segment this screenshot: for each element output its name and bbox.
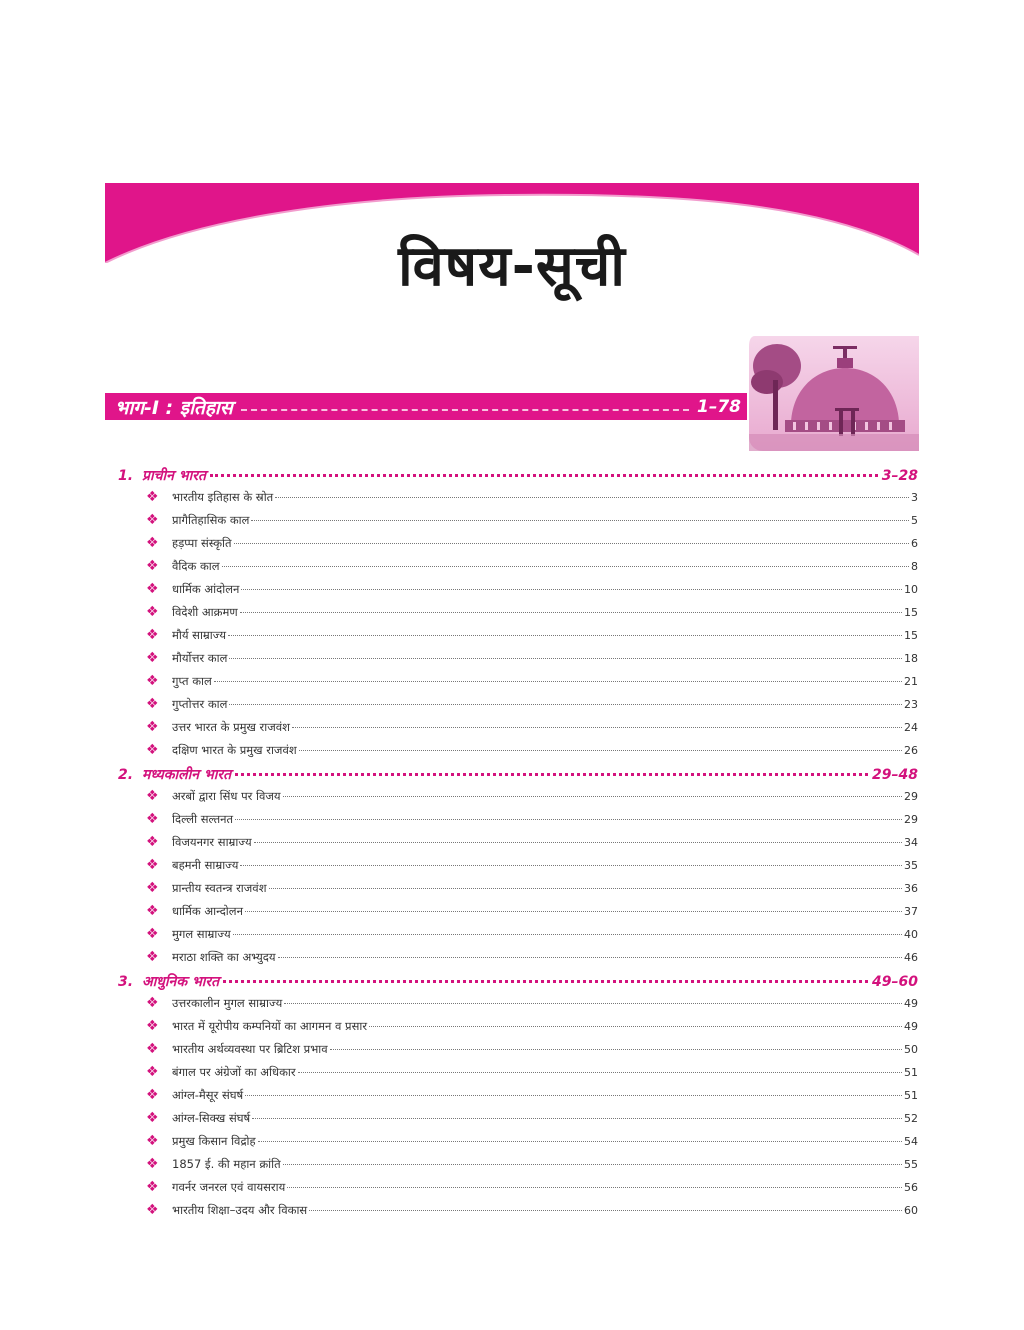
toc-entry-page: 8 <box>911 560 918 573</box>
chapter-number: 1. <box>118 468 134 484</box>
toc-leader-dots <box>240 865 902 866</box>
diamond-bullet-icon: ❖ <box>146 1179 159 1195</box>
toc-entry-page: 26 <box>904 744 918 757</box>
toc-leader-dots <box>369 1026 902 1027</box>
diamond-bullet-icon: ❖ <box>146 857 159 873</box>
toc-entry-title: धार्मिक आंदोलन <box>172 582 240 596</box>
toc-entry-title: मराठा शक्ति का अभ्युदय <box>172 950 276 964</box>
toc-entry-page: 34 <box>904 836 918 849</box>
diamond-bullet-icon: ❖ <box>146 535 159 551</box>
toc-entry-page: 21 <box>904 675 918 688</box>
toc-entry[interactable] <box>118 1202 918 1225</box>
diamond-bullet-icon: ❖ <box>146 1133 159 1149</box>
toc-leader-dots <box>229 658 902 659</box>
toc-leader-dots <box>222 566 909 567</box>
toc-entry[interactable] <box>118 1087 918 1110</box>
toc-entry[interactable] <box>118 834 918 857</box>
toc-entry-title: 1857 ई. की महान क्रांति <box>172 1157 281 1171</box>
toc-leader-dots <box>283 796 902 797</box>
toc-entry[interactable] <box>118 1018 918 1041</box>
diamond-bullet-icon: ❖ <box>146 1087 159 1103</box>
toc-entry-page: 55 <box>904 1158 918 1171</box>
diamond-bullet-icon: ❖ <box>146 903 159 919</box>
toc-entry[interactable] <box>118 949 918 972</box>
toc-entry[interactable] <box>118 1110 918 1133</box>
diamond-bullet-icon: ❖ <box>146 1202 159 1218</box>
toc-entry-title: विजयनगर साम्राज्य <box>172 835 252 849</box>
toc-leader-dots <box>287 1187 902 1188</box>
toc-entry-title: मौर्य साम्राज्य <box>172 628 227 642</box>
diamond-bullet-icon: ❖ <box>146 489 159 505</box>
toc-entry[interactable] <box>118 696 918 719</box>
toc-entry-title: गवर्नर जनरल एवं वायसराय <box>172 1180 286 1194</box>
table-of-contents <box>118 466 918 1225</box>
part-page-range: 1–78 <box>697 396 741 417</box>
toc-entry-page: 46 <box>904 951 918 964</box>
toc-entry-page: 23 <box>904 698 918 711</box>
chapter-leader-dots <box>210 474 878 477</box>
diamond-bullet-icon: ❖ <box>146 1156 159 1172</box>
toc-entry[interactable] <box>118 581 918 604</box>
toc-entry-page: 49 <box>904 1020 918 1033</box>
toc-entry[interactable] <box>118 1064 918 1087</box>
toc-leader-dots <box>214 681 902 682</box>
toc-entry-page: 3 <box>911 491 918 504</box>
toc-leader-dots <box>275 497 909 498</box>
toc-entry-title: बहमनी साम्राज्य <box>172 858 239 872</box>
toc-entry-title: विदेशी आक्रमण <box>172 605 238 619</box>
stupa-image <box>749 336 919 451</box>
toc-entry-page: 24 <box>904 721 918 734</box>
toc-entry[interactable] <box>118 857 918 880</box>
toc-leader-dots <box>292 727 902 728</box>
toc-entry-title: वैदिक काल <box>172 559 220 573</box>
toc-entry-title: उत्तर भारत के प्रमुख राजवंश <box>172 720 290 734</box>
toc-entry-title: भारत में यूरोपीय कम्पनियों का आगमन व प्रसार <box>172 1019 368 1033</box>
toc-leader-dots <box>245 1095 902 1096</box>
toc-entry-page: 15 <box>904 606 918 619</box>
toc-entry-title: अरबों द्वारा सिंध पर विजय <box>172 789 281 803</box>
diamond-bullet-icon: ❖ <box>146 696 159 712</box>
toc-leader-dots <box>245 911 902 912</box>
diamond-bullet-icon: ❖ <box>146 926 159 942</box>
toc-leader-dots <box>251 520 909 521</box>
toc-entry-title: भारतीय शिक्षा–उदय और विकास <box>172 1203 308 1217</box>
toc-leader-dots <box>252 1118 902 1119</box>
toc-leader-dots <box>283 1164 902 1165</box>
toc-entry-title: गुप्त काल <box>172 674 212 688</box>
toc-entry-page: 36 <box>904 882 918 895</box>
part-leader-dots <box>241 409 689 411</box>
toc-leader-dots <box>278 957 902 958</box>
diamond-bullet-icon: ❖ <box>146 719 159 735</box>
toc-entry-title: मुगल साम्राज्य <box>172 927 231 941</box>
chapter-number: 2. <box>118 767 134 783</box>
chapter-title: प्राचीन भारत <box>142 468 206 484</box>
diamond-bullet-icon: ❖ <box>146 1018 159 1034</box>
diamond-bullet-icon: ❖ <box>146 1041 159 1057</box>
toc-entry[interactable] <box>118 489 918 512</box>
toc-entry-title: दक्षिण भारत के प्रमुख राजवंश <box>172 743 297 757</box>
diamond-bullet-icon: ❖ <box>146 1064 159 1080</box>
page-title: विषय-सूची <box>398 234 626 299</box>
toc-entry-title: धार्मिक आन्दोलन <box>172 904 243 918</box>
diamond-bullet-icon: ❖ <box>146 558 159 574</box>
diamond-bullet-icon: ❖ <box>146 512 159 528</box>
toc-entry[interactable] <box>118 719 918 742</box>
toc-entry[interactable] <box>118 742 918 765</box>
toc-entry-page: 6 <box>911 537 918 550</box>
toc-entry-page: 56 <box>904 1181 918 1194</box>
diamond-bullet-icon: ❖ <box>146 834 159 850</box>
toc-entry-title: हड़प्पा संस्कृति <box>172 536 232 550</box>
toc-entry[interactable] <box>118 627 918 650</box>
toc-entry-page: 18 <box>904 652 918 665</box>
part-title: भाग-I : इतिहास <box>115 396 233 419</box>
toc-entry-title: बंगाल पर अंग्रेजों का अधिकार <box>172 1065 296 1079</box>
toc-leader-dots <box>241 589 902 590</box>
diamond-bullet-icon: ❖ <box>146 650 159 666</box>
toc-entry-page: 35 <box>904 859 918 872</box>
toc-leader-dots <box>299 750 902 751</box>
chapter-page-range: 29–48 <box>872 767 918 783</box>
toc-entry-title: आंग्ल-सिक्ख संघर्ष <box>172 1111 251 1125</box>
toc-entry-page: 51 <box>904 1089 918 1102</box>
chapter-heading[interactable] <box>118 466 918 489</box>
toc-leader-dots <box>254 842 902 843</box>
chapter-page-range: 3–28 <box>881 468 918 484</box>
toc-leader-dots <box>240 612 902 613</box>
diamond-bullet-icon: ❖ <box>146 581 159 597</box>
toc-entry[interactable] <box>118 1179 918 1202</box>
toc-leader-dots <box>284 1003 902 1004</box>
chapter-title: आधुनिक भारत <box>142 974 220 990</box>
toc-entry-page: 60 <box>904 1204 918 1217</box>
diamond-bullet-icon: ❖ <box>146 604 159 620</box>
diamond-bullet-icon: ❖ <box>146 742 159 758</box>
chapter-page-range: 49–60 <box>872 974 918 990</box>
toc-entry-title: दिल्ली सल्तनत <box>172 812 234 826</box>
toc-leader-dots <box>269 888 902 889</box>
toc-leader-dots <box>229 704 902 705</box>
diamond-bullet-icon: ❖ <box>146 949 159 965</box>
toc-entry-page: 54 <box>904 1135 918 1148</box>
chapter-leader-dots <box>235 773 868 776</box>
toc-entry-page: 15 <box>904 629 918 642</box>
toc-entry-title: मौर्योत्तर काल <box>172 651 228 665</box>
chapter-number: 3. <box>118 974 134 990</box>
toc-leader-dots <box>234 543 909 544</box>
toc-entry-page: 49 <box>904 997 918 1010</box>
toc-entry-title: आंग्ल-मैसूर संघर्ष <box>172 1088 244 1102</box>
toc-entry[interactable] <box>118 535 918 558</box>
toc-entry[interactable] <box>118 673 918 696</box>
toc-entry-page: 37 <box>904 905 918 918</box>
diamond-bullet-icon: ❖ <box>146 673 159 689</box>
toc-entry-title: प्रान्तीय स्वतन्त्र राजवंश <box>172 881 267 895</box>
toc-entry[interactable] <box>118 926 918 949</box>
toc-leader-dots <box>258 1141 902 1142</box>
toc-entry-title: भारतीय इतिहास के स्रोत <box>172 490 274 504</box>
toc-entry[interactable] <box>118 650 918 673</box>
toc-entry[interactable] <box>118 512 918 535</box>
toc-entry-title: गुप्तोत्तर काल <box>172 697 228 711</box>
toc-entry-page: 52 <box>904 1112 918 1125</box>
toc-entry-page: 5 <box>911 514 918 527</box>
toc-entry-title: उत्तरकालीन मुगल साम्राज्य <box>172 996 283 1010</box>
diamond-bullet-icon: ❖ <box>146 788 159 804</box>
toc-entry[interactable] <box>118 811 918 834</box>
toc-entry-page: 40 <box>904 928 918 941</box>
toc-entry-title: प्रागैतिहासिक काल <box>172 513 250 527</box>
toc-leader-dots <box>228 635 902 636</box>
toc-entry-title: भारतीय अर्थव्यवस्था पर ब्रिटिश प्रभाव <box>172 1042 328 1056</box>
toc-entry-page: 10 <box>904 583 918 596</box>
diamond-bullet-icon: ❖ <box>146 1110 159 1126</box>
chapter-leader-dots <box>223 980 868 983</box>
toc-entry[interactable] <box>118 1133 918 1156</box>
toc-entry[interactable] <box>118 558 918 581</box>
toc-entry[interactable] <box>118 788 918 811</box>
toc-leader-dots <box>298 1072 902 1073</box>
diamond-bullet-icon: ❖ <box>146 627 159 643</box>
toc-entry[interactable] <box>118 1156 918 1179</box>
chapter-heading[interactable] <box>118 972 918 995</box>
chapter-title: मध्यकालीन भारत <box>142 767 232 783</box>
chapter-heading[interactable] <box>118 765 918 788</box>
diamond-bullet-icon: ❖ <box>146 880 159 896</box>
toc-entry[interactable] <box>118 1041 918 1064</box>
toc-entry[interactable] <box>118 604 918 627</box>
toc-entry-page: 29 <box>904 813 918 826</box>
part-heading-bar <box>105 393 747 420</box>
toc-entry-title: प्रमुख किसान विद्रोह <box>172 1134 256 1148</box>
toc-entry[interactable] <box>118 903 918 926</box>
diamond-bullet-icon: ❖ <box>146 995 159 1011</box>
toc-leader-dots <box>309 1210 902 1211</box>
toc-leader-dots <box>330 1049 902 1050</box>
toc-leader-dots <box>233 934 902 935</box>
diamond-bullet-icon: ❖ <box>146 811 159 827</box>
toc-entry[interactable] <box>118 880 918 903</box>
toc-entry-page: 51 <box>904 1066 918 1079</box>
toc-entry-page: 29 <box>904 790 918 803</box>
toc-leader-dots <box>235 819 902 820</box>
toc-entry[interactable] <box>118 995 918 1018</box>
toc-entry-page: 50 <box>904 1043 918 1056</box>
